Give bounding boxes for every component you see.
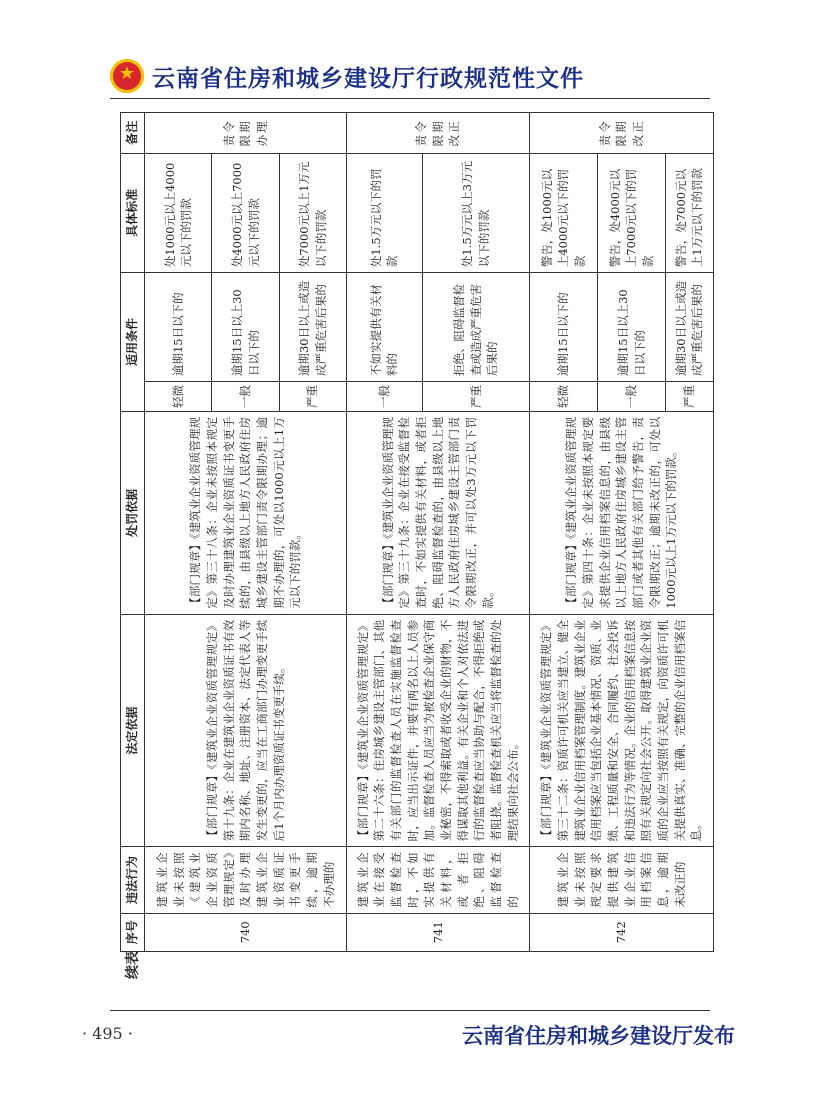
row-level: 严重 [279,382,346,412]
row-legal-basis: 【部门规章】《建筑业企业资质管理规定》第三十二条：资质许可机关应当建立、健全建筑业企业信用档案管理制度。建筑业企业信用档案应当包括企业基本情况、资质、业绩、工程质量和安全、合同履约、社会投诉和违法行为等情况。企业的信用档案信息按照有关规定向社会公开。取得建筑业企业资质的企业应当按照有关规定，向资质许可机关提供真实、准确、完整的企业信用档案信息。 [530,614,714,847]
document-header [110,56,584,96]
row-condition: 逾期30日以上或造成严重危害后果的 [279,273,346,382]
row-condition: 逾期15日以下的 [145,273,212,382]
row-note: 责令限期改正 [346,113,530,154]
row-condition: 逾期15日以上30日以下的 [212,273,279,382]
col-header-standard: 具体标准 [121,153,145,273]
col-header-legal: 法定依据 [121,614,145,847]
row-level: 轻微 [145,382,212,412]
row-level: 严重 [665,382,713,412]
row-standard: 警告，处4000元以上7000元以下的罚款 [598,153,666,273]
penalty-table [120,112,714,952]
row-legal-basis: 【部门规章】《建筑业企业资质管理规定》第十九条：企业在建筑业企业资质证书有效期内名称、地址、注册资本、法定代表人等发生变更的，应当在工商部门办理变更手续后1个月内办理资质证书变更手续。 [145,614,346,847]
col-header-penalty: 处罚依据 [121,411,145,614]
table-header-row [121,113,145,952]
row-penalty-basis: 【部门规章】《建筑业企业资质管理规定》第三十九条：企业在接受监督检查时，不如实提供有关材料，或者拒绝、阻碍监督检查的，由县级以上地方人民政府住房城乡建设主管部门责令限期改正，并可以处3万元以下罚款。 [346,411,530,614]
row-standard: 处7000元以上1万元以下的罚款 [279,153,346,273]
row-note: 责令限期改正 [530,113,714,154]
row-level: 一般 [212,382,279,412]
row-note: 责令限期办理 [145,113,346,154]
table-row [346,113,422,952]
national-emblem-icon [110,59,144,93]
row-level: 一般 [598,382,666,412]
table-row [530,113,598,952]
row-standard: 警告，处1000元以上4000元以下的罚款 [530,153,598,273]
col-header-condition: 适用条件 [121,273,145,412]
table-row [145,113,212,952]
row-condition: 逾期15日以上30日以下的 [598,273,666,382]
row-standard: 警告，处7000元以上1万元以下的罚款 [665,153,713,273]
page-number: · 495 · [82,1024,133,1043]
row-condition: 逾期15日以下的 [530,273,598,382]
col-header-seq: 序号 [121,913,145,951]
row-standard: 处1.5万元以下的罚款 [346,153,422,273]
row-legal-basis: 【部门规章】《建筑业企业资质管理规定》第二十六条：住房城乡建设主管部门、其他有关部门的监督检查人员在实施监督检查时，应当出示证件，并要有两名以上人员参加。监督检查人员应当为被检查企业保守商业秘密，不得索取或者收受企业的财物，不得谋取其他利益。有关企业和个人对依法进行的监督检查应当协助与配合，不得拒绝或者阻挠。监督检查机关应当将监督检查的处理结果向社会公布。 [346,614,530,847]
row-condition: 不如实提供有关材料的 [346,273,422,382]
footer-publisher: 云南省住房和城乡建设厅发布 [462,1024,735,1048]
row-standard: 处1000元以上4000元以下的罚款 [145,153,212,273]
header-rule [110,98,710,99]
row-penalty-basis: 【部门规章】《建筑业企业资质管理规定》第四十条：企业未按照本规定要求提供企业信用档案信息的，由县级以上地方人民政府住房城乡建设主管部门或者其他有关部门给予警告，责令限期改正；逾期未改正的，可处以1000元以上1万元以下的罚款。 [530,411,714,614]
row-act: 建筑业企业未按照《建筑业企业资质管理规定》及时办理建筑业企业资质证书变更手续，逾期不办理的 [145,847,346,913]
col-header-act: 违法行为 [121,847,145,913]
row-act: 建筑业企业在接受监督检查时，不如实提供有关材料，或者拒绝、阻碍监督检查的 [346,847,530,913]
row-penalty-basis: 【部门规章】《建筑业企业资质管理规定》第三十八条：企业未按照本规定及时办理建筑业企业资质证书变更手续的，由县级以上地方人民政府住房城乡建设主管部门责令限期办理；逾期不办理的，可处以1000元以上1万元以下的罚款。 [145,411,346,614]
row-act: 建筑业企业未按照规定要求提供建筑业企业信用档案信息，逾期未改正的 [530,847,714,913]
col-header-note: 备注 [121,113,145,154]
row-standard: 处4000元以上7000元以下的罚款 [212,153,279,273]
footer-rule [110,1010,710,1011]
row-condition: 逾期30日以上或造成严重危害后果的 [665,273,713,382]
row-level: 严重 [422,382,530,412]
row-seq: 742 [530,913,714,951]
row-level: 轻微 [530,382,598,412]
row-condition: 拒绝、阻碍监督检查或造成严重危害后果的 [422,273,530,382]
row-level: 一般 [346,382,422,412]
row-standard: 处1.5万元以上3万元以下的罚款 [422,153,530,273]
continued-label: 续表 [125,951,141,979]
row-seq: 740 [145,913,346,951]
header-title: 云南省住房和城乡建设厅行政规范性文件 [152,65,584,92]
row-seq: 741 [346,913,530,951]
rotated-table-wrapper [120,112,714,952]
